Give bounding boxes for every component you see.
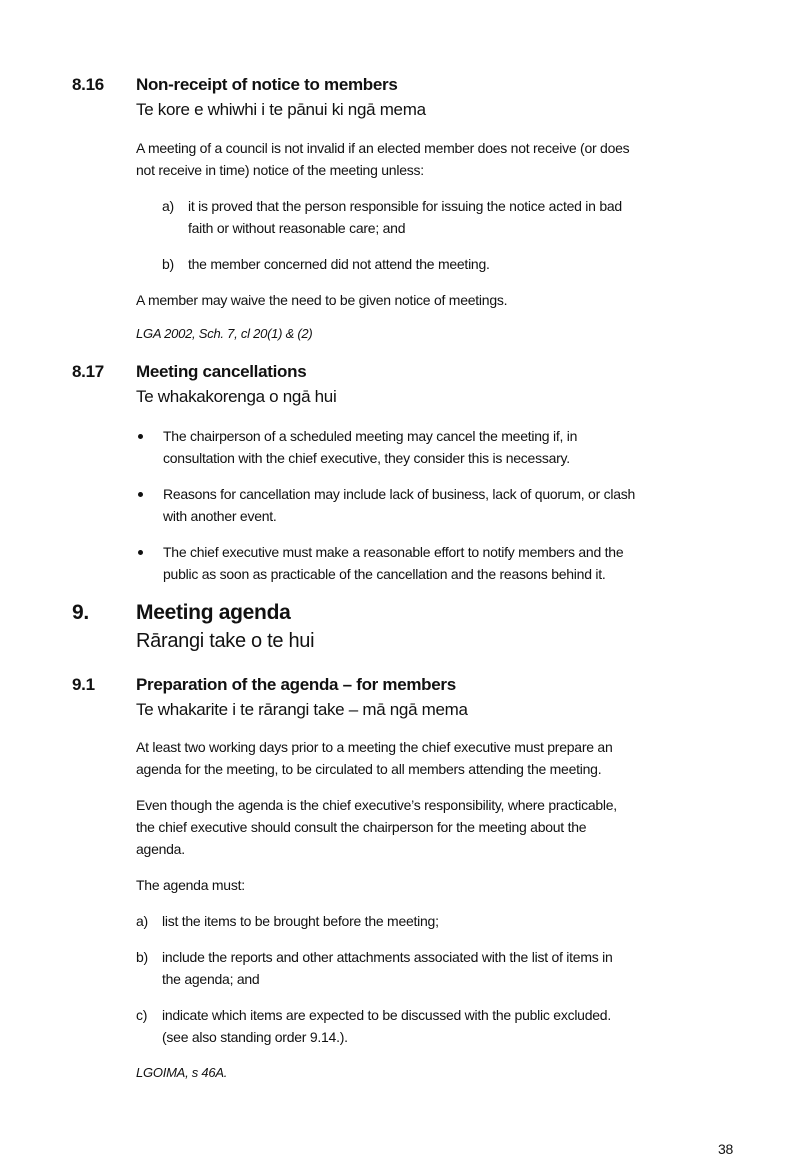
- list-marker: b): [136, 949, 148, 965]
- legal-reference: LGOIMA, s 46A.: [136, 1065, 228, 1080]
- bullet-icon: [138, 550, 143, 555]
- list-item-line: list the items to be brought before the meeting;: [162, 913, 439, 929]
- list-marker: c): [136, 1007, 148, 1023]
- list-item-line: indicate which items are expected to be discussed with the public excluded.: [162, 1007, 611, 1023]
- bullet-line: public as soon as practicable of the cancellation and the reasons behind it.: [163, 566, 606, 582]
- paragraph-line: agenda for the meeting, to be circulated to all members attending the meeting.: [136, 761, 602, 777]
- list-item-line: the member concerned did not attend the meeting.: [188, 256, 490, 272]
- bullet-icon: [138, 434, 143, 439]
- section-title: Preparation of the agenda – for members: [136, 675, 456, 694]
- list-marker: b): [162, 256, 174, 272]
- section-number: 9.1: [72, 675, 95, 694]
- bullet-line: Reasons for cancellation may include lack of business, lack of quorum, or clash: [163, 486, 636, 502]
- list-marker: a): [162, 198, 174, 214]
- section-subtitle: Te kore e whiwhi i te pānui ki ngā mema: [136, 100, 426, 119]
- paragraph-line: Even though the agenda is the chief executive’s responsibility, where practicable,: [136, 797, 617, 813]
- section-title: Meeting cancellations: [136, 362, 307, 381]
- paragraph-line: At least two working days prior to a meeting the chief executive must prepare an: [136, 739, 613, 755]
- list-item-line: include the reports and other attachments associated with the list of items in: [162, 949, 613, 965]
- section-subtitle: Te whakakorenga o ngā hui: [136, 387, 337, 406]
- paragraph: The agenda must:: [136, 877, 245, 893]
- bullet-line: The chief executive must make a reasonable effort to notify members and the: [163, 544, 624, 560]
- list-item-line: (see also standing order 9.14.).: [162, 1029, 348, 1045]
- paragraph-line: A meeting of a council is not invalid if an elected member does not receive (or does: [136, 140, 630, 156]
- chapter-number: 9.: [72, 601, 89, 624]
- bullet-line: consultation with the chief executive, they consider this is necessary.: [163, 450, 570, 466]
- list-item-line: faith or without reasonable care; and: [188, 220, 406, 236]
- paragraph-line: the chief executive should consult the chairperson for the meeting about the: [136, 819, 587, 835]
- section-title: Non-receipt of notice to members: [136, 75, 398, 94]
- section-number: 8.16: [72, 75, 104, 94]
- chapter-subtitle: Rārangi take o te hui: [136, 630, 315, 652]
- section-subtitle: Te whakarite i te rārangi take – mā ngā mema: [136, 700, 468, 719]
- legal-reference: LGA 2002, Sch. 7, cl 20(1) & (2): [136, 326, 313, 341]
- section-number: 8.17: [72, 362, 104, 381]
- list-item-line: the agenda; and: [162, 971, 260, 987]
- list-marker: a): [136, 913, 148, 929]
- paragraph-line: not receive in time) notice of the meeting unless:: [136, 162, 424, 178]
- bullet-icon: [138, 492, 143, 497]
- paragraph: A member may waive the need to be given notice of meetings.: [136, 292, 508, 308]
- chapter-title: Meeting agenda: [136, 601, 291, 624]
- list-item-line: it is proved that the person responsible for issuing the notice acted in bad: [188, 198, 622, 214]
- bullet-line: The chairperson of a scheduled meeting may cancel the meeting if, in: [163, 428, 578, 444]
- bullet-line: with another event.: [163, 508, 277, 524]
- page-number: 38: [718, 1141, 734, 1157]
- paragraph-line: agenda.: [136, 841, 185, 857]
